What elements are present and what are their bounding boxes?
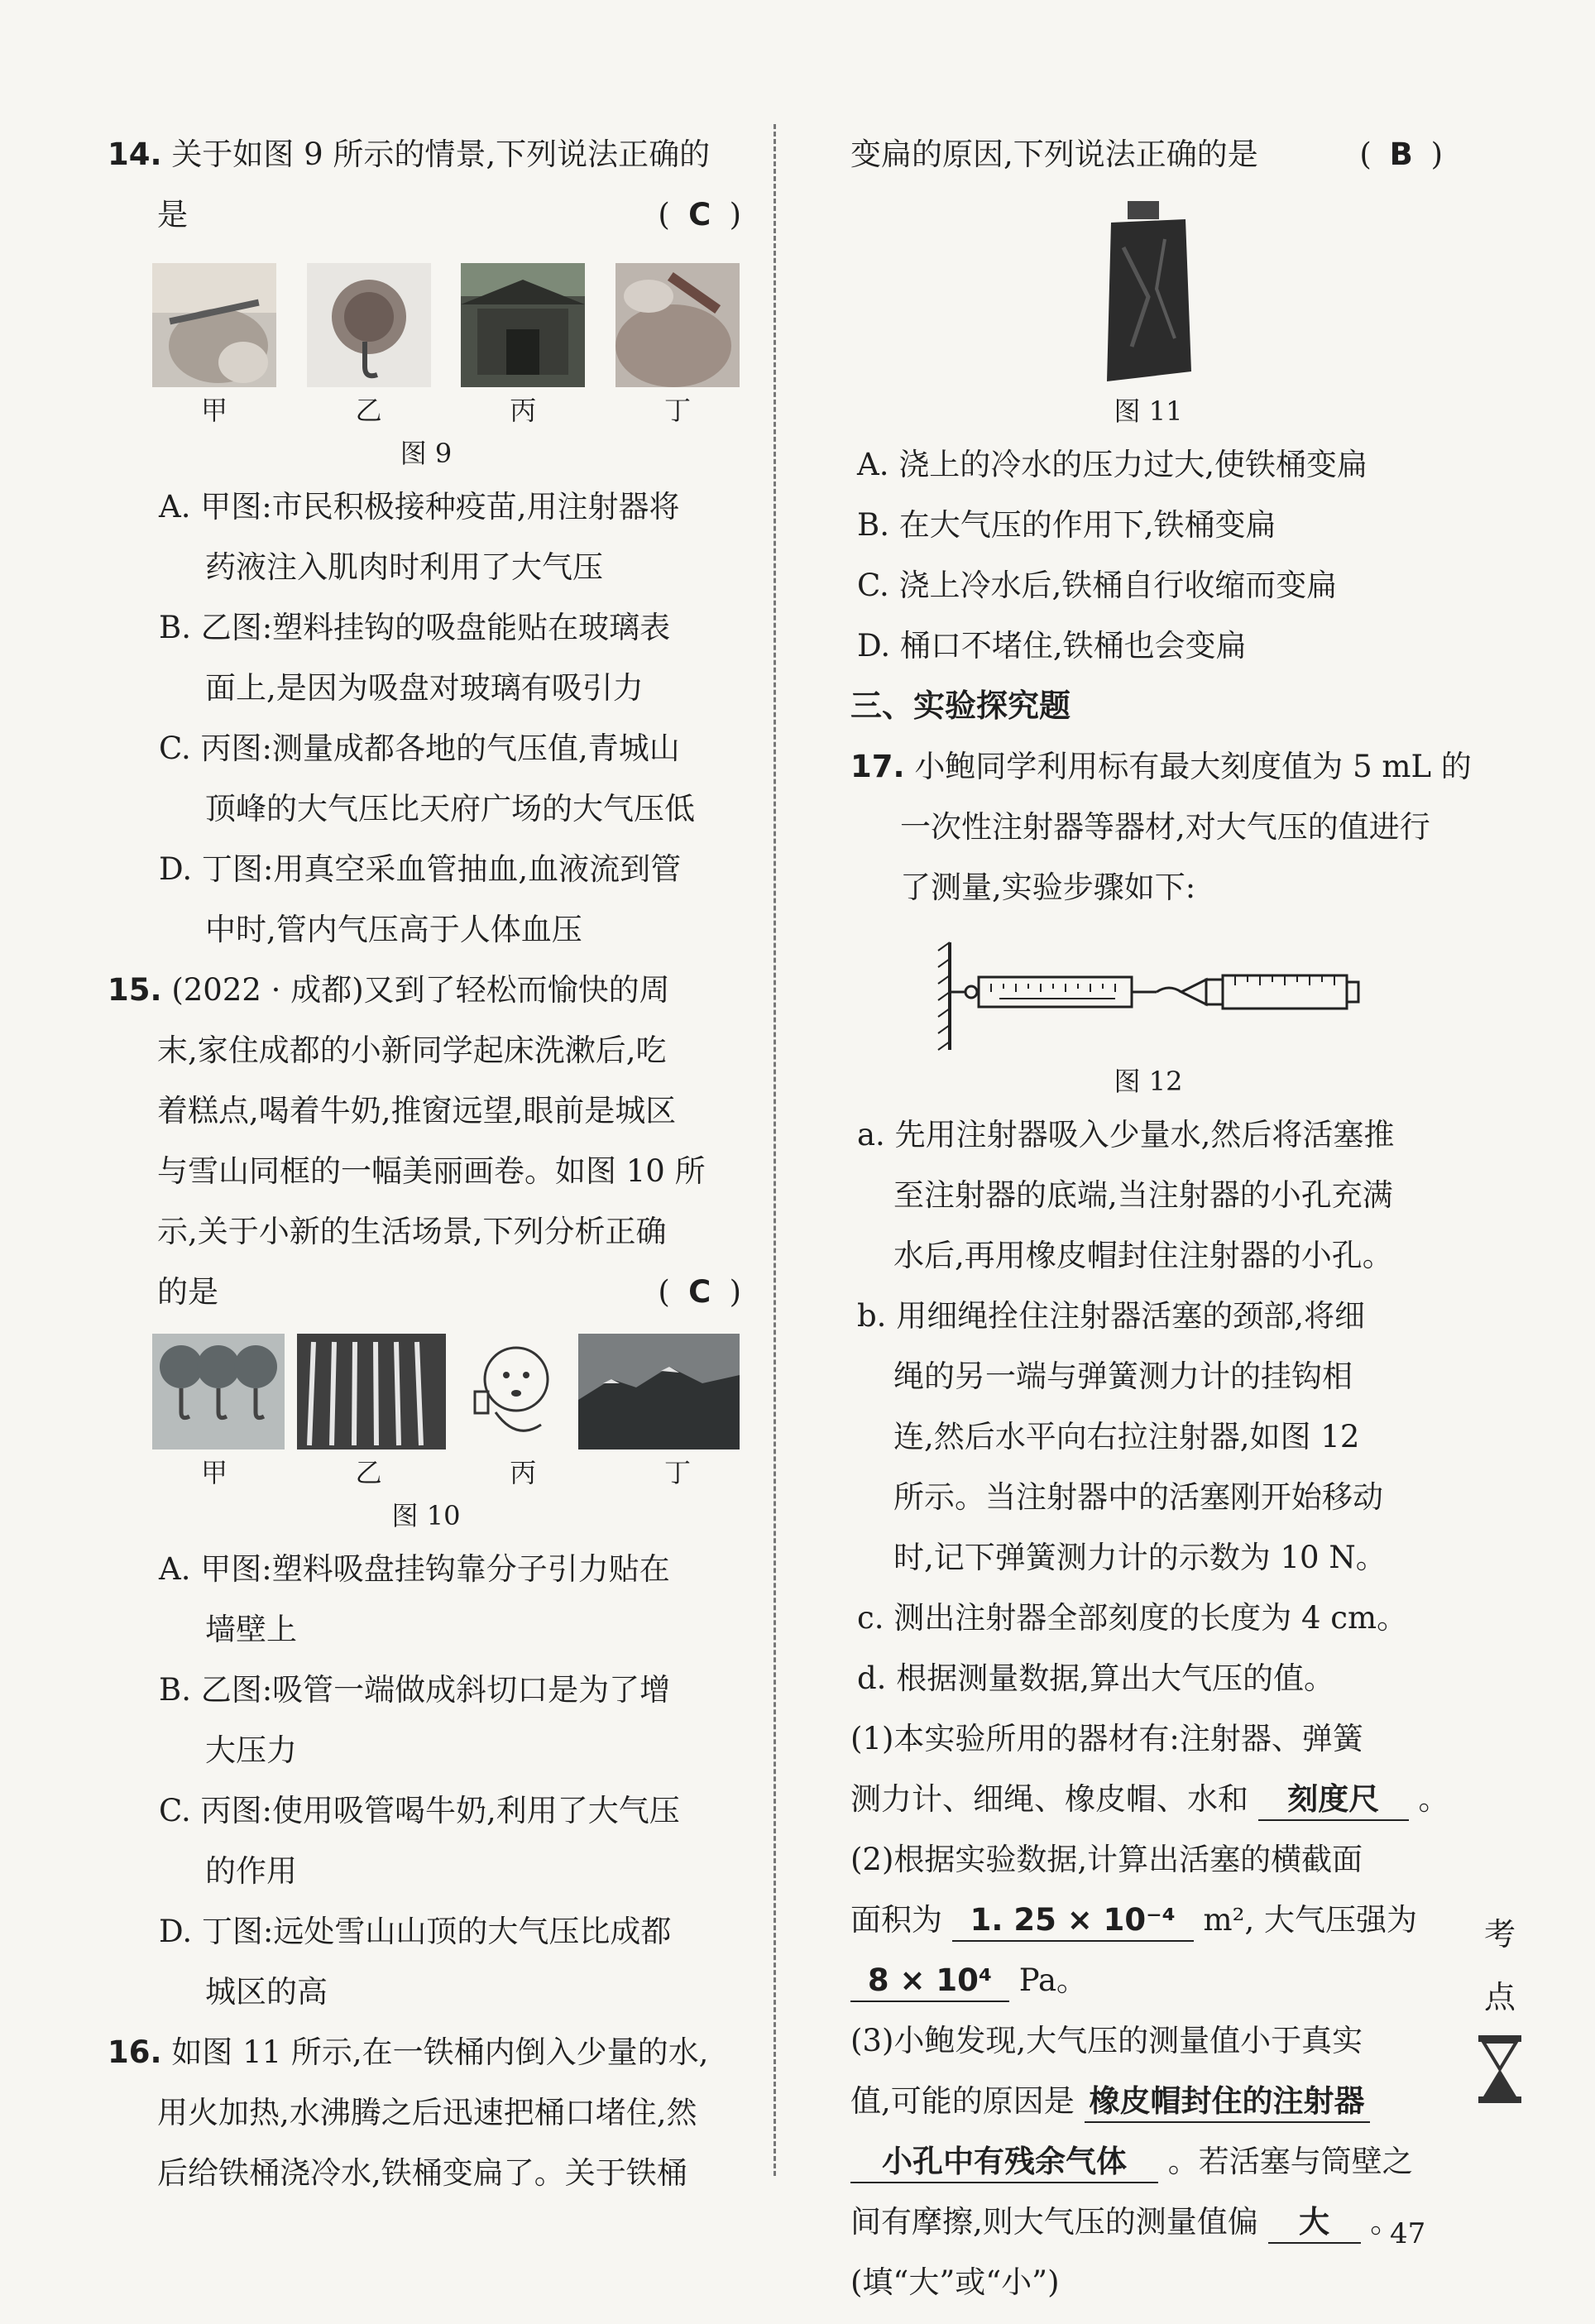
subquestion-2: (2)根据实验数据,计算出活塞的横截面 (850, 1842, 1363, 1877)
figure-caption: 图 9 (400, 438, 453, 469)
option-a: A. 甲图:市民积极接种疫苗,用注射器将 (159, 489, 680, 525)
question-16-continued: 变扁的原因,下列说法正确的是 ( B ) 图 11 A. 浇上的冷水的压力过大,使铁桶变扁 B. 在大气压的作用下,铁桶变扁 C. 浇上冷水后,铁桶自行收缩而变扁 D. 桶口不堵住,铁桶也会变扁 (850, 124, 1446, 676)
photo-snow-mountain-image (578, 1334, 740, 1450)
option-c: C. 丙图:测量成都各地的气压值,青城山 (159, 731, 680, 766)
photo-straws-image (297, 1334, 446, 1450)
answer-blank: 1. 25 × 10⁻⁴ (952, 1900, 1194, 1942)
photo-label: 丙 (510, 1457, 537, 1488)
answer-slot: ( C ) (658, 1262, 745, 1322)
option-b: B. 乙图:吸管一端做成斜切口是为了增 (159, 1672, 671, 1708)
question-stem: 是 (157, 197, 188, 232)
question-number: 14. (108, 137, 162, 172)
side-tab: 考 点 (1471, 1903, 1529, 2125)
photo-suction-hook-image (307, 263, 431, 387)
photo-suction-hooks-wall-image (152, 1334, 285, 1450)
right-column (850, 124, 1472, 2312)
option-a: A. 甲图:塑料吸盘挂钩靠分子引力贴在 (159, 1551, 670, 1587)
answer-letter: C (688, 1274, 711, 1310)
option-b: B. 在大气压的作用下,铁桶变扁 (857, 507, 1276, 543)
answer-blank: 8 × 10⁴ (850, 1961, 1009, 2002)
hourglass-icon (1471, 2034, 1529, 2125)
column-divider (774, 124, 776, 2176)
question-15: 15. (2022 · 成都)又到了轻松而愉快的周 末,家住成都的小新同学起床洗漱后,吃 着糕点,喝着牛奶,推窗远望,眼前是城区 与雪山同框的一幅美丽画卷。如图 10 所 示,关于小新的生活场景,下列分析正确 的是 ( C ) 甲 乙 丙 丁 图 10 A. 甲图:塑料吸盘挂钩靠分子引力贴在 墙壁上 B. 乙图:吸管一端做成斜切口是为了增 大压力 C. 丙图:使用吸管喝牛奶,利用了大气压 的作用 D. 丁图:远处雪山山顶的大气压比成都 城区的高 (108, 960, 745, 2022)
photo-label: 甲 (200, 395, 228, 426)
answer-letter: C (688, 197, 711, 232)
page-number: 47 (1390, 2217, 1426, 2250)
question-17: 17. 小鲍同学利用标有最大刻度值为 5 mL 的 一次性注射器等器材,对大气压的值进行 了测量,实验步骤如下: 图 12 a. 先用注射器吸入少量水,然后将活塞推 至注射器的底端,当注射器的小孔充满 水后,再用橡皮帽封住注射器的小孔。 b. 用细绳拴住注射器活塞的颈部,将细 绳的另一端与弹簧测力计的挂钩相 连,然后水平向右拉注射器,如图 12 所示。当注射器中的活塞刚开始移动 时,记下弹簧测力计的示数为 10 N。 c. 测出注射器全部刻度的长度为 4 cm。 d. 根据测量数据,算出大气压的值。 (1)本实验所用的器材有:注射器、弹簧 测力计、细绳、橡皮帽、水和 刻度尺 。 (2)根据实验数据,计算出活塞的横截面 面积为 1. 25 × 10⁻⁴ m², 大气压强为 8 × 10⁴ Pa。 (3)小鲍发现,大气压的测量值小于真实 值,可能的原因是 橡皮帽封住的注射器 小孔中有残余气体 。若活塞与筒壁之 间有摩擦,则大气压的测量值偏 大 。 (填“大”或“小”) (850, 749, 1472, 2300)
figure-caption: 图 11 (1114, 395, 1183, 427)
figure-caption: 图 10 (391, 1500, 461, 1531)
photo-label: 丙 (510, 395, 537, 426)
answer-blank: 橡皮帽封住的注射器 (1085, 2082, 1370, 2123)
subquestion-3: (3)小鲍发现,大气压的测量值小于真实 (850, 2023, 1363, 2058)
photo-label: 乙 (355, 395, 382, 426)
answer-blank: 大 (1268, 2202, 1361, 2244)
question-14: 14. 关于如图 9 所示的情景,下列说法正确的 是 ( C ) 甲 乙 丙 丁 图 9 A. 甲图:市民积极接种疫苗,用注射器将 药液注入肌肉时利用了大气压 B. 乙图:塑料挂钩的吸盘能贴在玻璃表 面上,是因为吸盘对玻璃有吸引力 C. 丙图:测量成都各地的气压值,青城山 顶峰的大气压比天府广场的大气压低 D. 丁图:用真空采血管抽血,血液流到管 中时,管内气压高于人体血压 (108, 124, 745, 960)
answer-letter: B (1389, 137, 1413, 172)
step-b: b. 用细绳拴住注射器活塞的颈部,将细 绳的另一端与弹簧测力计的挂钩相 连,然后水平向右拉注射器,如图 12 所示。当注射器中的活塞刚开始移动 时,记下弹簧测力计的示数为 10 N。 (857, 1298, 1387, 1575)
subquestion-1: (1)本实验所用的器材有:注射器、弹簧 (850, 1721, 1363, 1756)
answer-slot: ( C ) (658, 184, 745, 245)
question-stem: 关于如图 9 所示的情景,下列说法正确的 (171, 137, 711, 172)
photo-label: 丁 (663, 395, 691, 426)
section-heading: 三、实验探究题 (850, 688, 1071, 724)
step-a: a. 先用注射器吸入少量水,然后将活塞推 至注射器的底端,当注射器的小孔充满 水后,再用橡皮帽封住注射器的小孔。 (857, 1117, 1395, 1273)
option-c: C. 浇上冷水后,铁桶自行收缩而变扁 (857, 568, 1338, 603)
photo-label: 乙 (355, 1457, 382, 1488)
photo-blood-draw-image (615, 263, 740, 387)
option-d: D. 桶口不堵住,铁桶也会变扁 (857, 628, 1247, 664)
cartoon-child-drinking-image (458, 1334, 566, 1450)
option-b: B. 乙图:塑料挂钩的吸盘能贴在玻璃表 (159, 610, 671, 645)
answer-slot: ( B ) (1359, 124, 1446, 184)
question-number: 17. (850, 749, 905, 784)
answer-blank: 刻度尺 (1258, 1780, 1409, 1821)
question-16: 16. 如图 11 所示,在一铁桶内倒入少量的水, 用火加热,水沸腾之后迅速把桶口堵住,然 后给铁桶浇冷水,铁桶变扁了。关于铁桶 (108, 2034, 709, 2191)
left-column (108, 124, 745, 2203)
photo-vaccination-image (152, 263, 276, 387)
figure-10-photos (152, 1334, 740, 1450)
figure-11-crushed-bucket-image (1099, 198, 1198, 388)
option-d: D. 丁图:远处雪山山顶的大气压比成都 (159, 1914, 672, 1949)
step-c: c. 测出注射器全部刻度的长度为 4 cm。 (857, 1600, 1408, 1636)
step-d: d. 根据测量数据,算出大气压的值。 (857, 1660, 1334, 1696)
figure-caption: 图 12 (1114, 1066, 1183, 1097)
question-number: 16. (108, 2034, 162, 2070)
question-number: 15. (108, 972, 162, 1008)
photo-qingcheng-gate-image (461, 263, 585, 387)
option-a: A. 浇上的冷水的压力过大,使铁桶变扁 (857, 447, 1368, 482)
answer-blank: 小孔中有残余气体 (850, 2142, 1158, 2183)
figure-9-photos (152, 263, 740, 387)
photo-label: 甲 (200, 1457, 228, 1488)
option-c: C. 丙图:使用吸管喝牛奶,利用了大气压 (159, 1793, 680, 1828)
figure-12-syringe-apparatus-diagram (933, 934, 1363, 1058)
option-d: D. 丁图:用真空采血管抽血,血液流到管 (159, 851, 682, 887)
photo-label: 丁 (663, 1457, 691, 1488)
